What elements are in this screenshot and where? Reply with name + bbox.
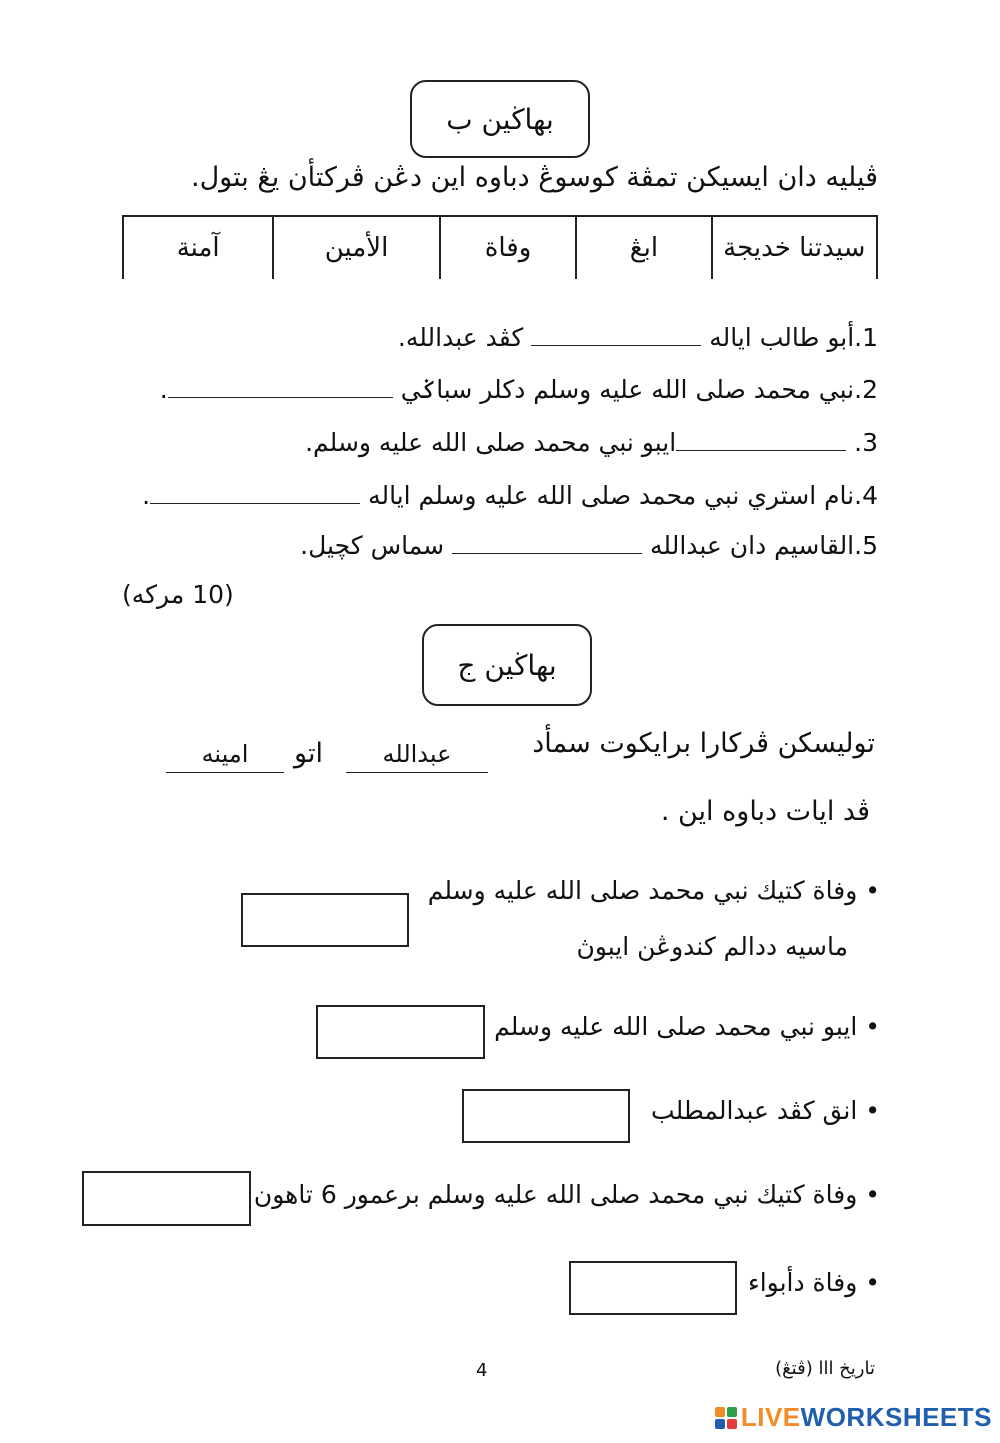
question-number: 5. bbox=[854, 531, 878, 560]
question-5 bbox=[300, 528, 878, 560]
answer-box-4[interactable] bbox=[82, 1171, 251, 1226]
instruction-or: اتو bbox=[294, 738, 323, 769]
marks-label: (10 مركه) bbox=[122, 580, 234, 609]
question-number: 2. bbox=[854, 375, 878, 404]
section-c-heading bbox=[422, 624, 592, 706]
answer-box-1[interactable] bbox=[241, 893, 409, 947]
answer-box-5[interactable] bbox=[569, 1261, 737, 1315]
question-text: سماس كچيل. bbox=[300, 531, 445, 560]
subject-label: تاريخ ااا (ڤتڠ) bbox=[775, 1358, 875, 1379]
question-3 bbox=[305, 425, 878, 457]
bullet: • bbox=[865, 1096, 880, 1125]
logo-text bbox=[741, 1402, 992, 1433]
question-2 bbox=[160, 372, 878, 404]
question-number: 4. bbox=[854, 481, 878, 510]
item-text: وفاة کتيك نبي محمد صلى الله عليه وسلم برعمور 6 تاهون bbox=[253, 1180, 858, 1209]
bullet-item-1 bbox=[428, 876, 880, 905]
item-text: وفاة کتيك نبي محمد صلى الله عليه وسلم bbox=[427, 876, 858, 905]
answer-blank[interactable] bbox=[531, 320, 701, 346]
word-bank-item: الأمين bbox=[273, 216, 439, 279]
section-c-title: بهاڬين ج bbox=[457, 648, 557, 682]
bullet-item-2 bbox=[494, 1012, 880, 1041]
section-b-heading bbox=[410, 80, 590, 158]
answer-box-3[interactable] bbox=[462, 1089, 630, 1143]
question-text: . bbox=[142, 481, 151, 510]
bullet-item-3 bbox=[651, 1096, 880, 1125]
item-text: انق كڤد عبدالمطلب bbox=[651, 1096, 858, 1125]
word-bank-item: سيدتنا خديجة bbox=[712, 216, 877, 279]
answer-box-2[interactable] bbox=[316, 1005, 485, 1059]
answer-blank[interactable] bbox=[150, 478, 360, 504]
answer-blank[interactable] bbox=[168, 372, 393, 398]
question-number: 1. bbox=[854, 323, 878, 352]
bullet-item-1-line2: ماسيه ددالم کندوڠن ايبوڽ bbox=[576, 932, 848, 961]
section-c-instruction-part2: ڤد ايات دباوه اين . bbox=[660, 796, 870, 827]
bullet: • bbox=[865, 876, 880, 905]
instruction-word-aminah: امينه bbox=[201, 740, 249, 768]
bullet: • bbox=[865, 1012, 880, 1041]
question-text: نبي محمد صلى الله عليه وسلم دكلر سباݢي bbox=[400, 375, 855, 404]
logo-text-worksheets: WORKSHEETS bbox=[800, 1402, 992, 1432]
section-b-instruction: ڤيليه دان ايسيکن تمڤة کوسوڠ دباوه اين دڠن ڤرکتأن يڠ بتول. bbox=[190, 162, 878, 193]
item-text: وفاة دأبواء bbox=[747, 1268, 858, 1297]
instruction-word-abdullah: عبدالله bbox=[382, 740, 452, 768]
answer-blank[interactable] bbox=[452, 528, 642, 554]
item-text: ايبو نبي محمد صلى الله عليه وسلم bbox=[494, 1012, 858, 1041]
question-number: 3. bbox=[854, 428, 878, 457]
word-bank-item: ابڠ bbox=[576, 216, 711, 279]
question-1 bbox=[398, 320, 878, 352]
liveworksheets-logo bbox=[715, 1402, 992, 1433]
question-text: أبو طالب اياله bbox=[709, 323, 855, 352]
question-text: ايبو نبي محمد صلى الله عليه وسلم. bbox=[305, 428, 677, 457]
bullet: • bbox=[865, 1180, 880, 1209]
question-text: كڤد عبدالله. bbox=[397, 323, 524, 352]
page-number: 4 bbox=[476, 1360, 488, 1381]
question-4 bbox=[142, 478, 878, 510]
bullet-item-4 bbox=[254, 1180, 880, 1209]
question-text: القاسيم دان عبدالله bbox=[650, 531, 855, 560]
instruction-line bbox=[166, 772, 284, 773]
bullet-item-5 bbox=[748, 1268, 880, 1297]
logo-grid-icon bbox=[715, 1407, 737, 1429]
bullet: • bbox=[865, 1268, 880, 1297]
section-c-instruction-part1: توليسکن ڤرکارا برايکوت سمأد bbox=[532, 728, 875, 759]
word-bank-table bbox=[122, 215, 878, 279]
word-bank-item: آمنة bbox=[123, 216, 273, 279]
word-bank-item: وفاة bbox=[440, 216, 577, 279]
instruction-line bbox=[346, 772, 488, 773]
answer-blank[interactable] bbox=[676, 425, 846, 451]
logo-text-live: LIVE bbox=[740, 1402, 801, 1432]
question-text: نام استري نبي محمد صلى الله عليه وسلم اياله bbox=[368, 481, 855, 510]
section-b-title: بهاڬين ب bbox=[446, 102, 554, 136]
question-text: . bbox=[159, 375, 168, 404]
